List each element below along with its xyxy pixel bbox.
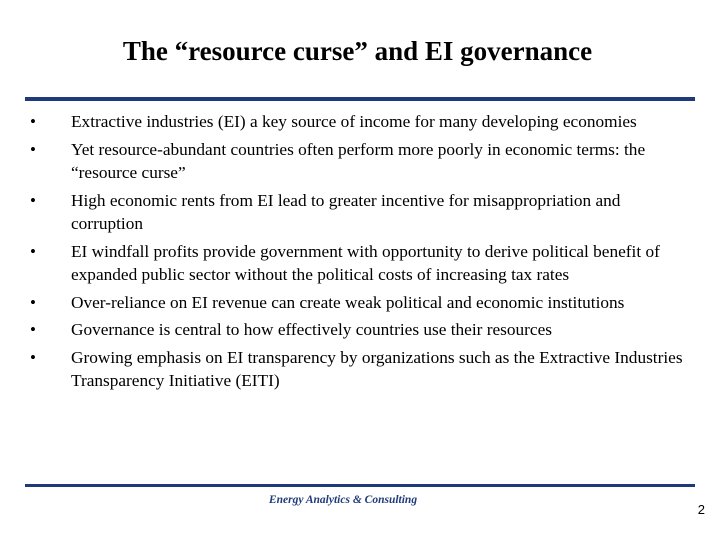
bullet-dot-icon: •: [30, 320, 36, 339]
bullet-dot-icon: •: [30, 112, 36, 131]
bullet-text: Extractive industries (EI) a key source of income for many developing economies: [71, 112, 637, 131]
bullet-dot-icon: •: [30, 139, 36, 159]
bullet-list: [30, 110, 690, 397]
bullet-dot-icon: •: [30, 347, 36, 367]
bullet-dot-icon: •: [30, 292, 36, 312]
bullet-dot-icon: •: [30, 241, 36, 261]
bullet-text: Governance is central to how effectively countries use their resources: [71, 320, 552, 339]
footer-divider: [25, 484, 695, 487]
bullet-text: EI windfall profits provide government with opportunity to derive political benefit of expanded public sector without the political costs of increasing tax rates: [71, 241, 660, 284]
bullet-item: [30, 346, 690, 393]
bullet-dot-icon: •: [30, 190, 36, 210]
bullet-item: [30, 291, 690, 315]
footer-text: Energy Analytics & Consulting: [268, 494, 418, 506]
bullet-item: [30, 138, 690, 185]
bullet-text: High economic rents from EI lead to greater incentive for misappropriation and corruption: [71, 190, 621, 233]
bullet-item: [30, 189, 690, 236]
bullet-text: Yet resource-abundant countries often perform more poorly in economic terms: the “resource curse”: [71, 139, 646, 182]
bullet-text: Over-reliance on EI revenue can create weak political and economic institutions: [71, 292, 625, 312]
page-number: 2: [697, 502, 705, 517]
bullet-item: [30, 318, 690, 342]
title-divider: [25, 97, 695, 101]
bullet-item: [30, 110, 690, 134]
slide-title: The “resource curse” and EI governance: [122, 36, 593, 66]
bullet-text: Growing emphasis on EI transparency by organizations such as the Extractive Industries Transparency Initiative (EITI): [71, 347, 683, 390]
bullet-item: [30, 240, 690, 287]
